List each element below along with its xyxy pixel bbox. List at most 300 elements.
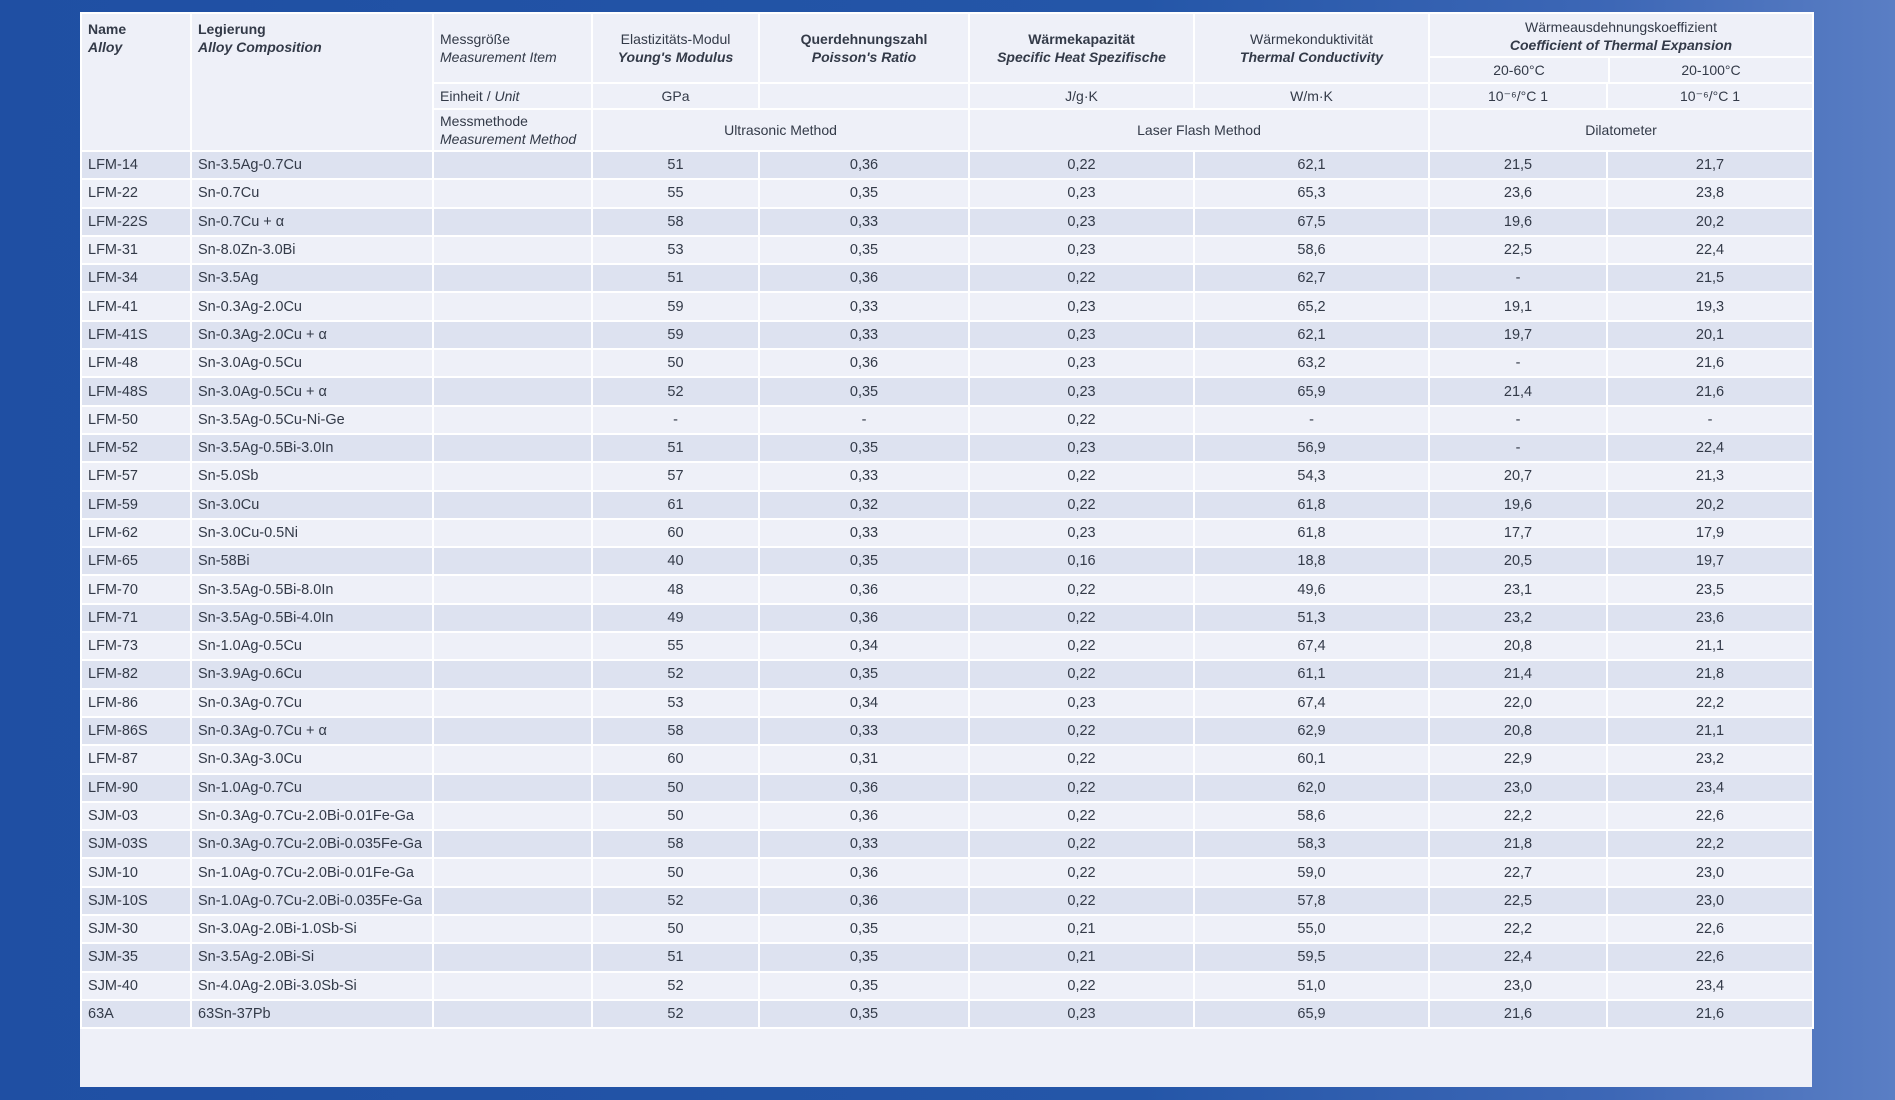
cell-alloy-name: LFM-87: [81, 745, 191, 773]
cell-youngs-modulus: 52: [592, 887, 759, 915]
unit-cte-2: 10⁻⁶/°C 1: [1607, 83, 1813, 109]
table-row: [81, 575, 1813, 603]
cell-alloy-name: SJM-03: [81, 802, 191, 830]
cell-youngs-modulus: 49: [592, 604, 759, 632]
cell-alloy-composition: Sn-3.0Ag-0.5Cu + α: [191, 377, 433, 405]
cell-thermal-conductivity: 58,6: [1194, 802, 1429, 830]
cell-youngs-modulus: 51: [592, 264, 759, 292]
cell-specific-heat: 0,21: [969, 943, 1194, 971]
cell-thermal-conductivity: 60,1: [1194, 745, 1429, 773]
cell-alloy-name: LFM-50: [81, 406, 191, 434]
cell-thermal-conductivity: 65,3: [1194, 179, 1429, 207]
cell-cte-20-60: 22,2: [1429, 802, 1607, 830]
cell-cte-20-60: 23,1: [1429, 575, 1607, 603]
cell-alloy-composition: 63Sn-37Pb: [191, 1000, 433, 1028]
cell-poisson-ratio: 0,35: [759, 972, 969, 1000]
cell-poisson-ratio: 0,36: [759, 858, 969, 886]
cell-specific-heat: 0,22: [969, 802, 1194, 830]
cell-thermal-conductivity: 65,9: [1194, 377, 1429, 405]
cell-cte-20-100: 22,6: [1607, 943, 1813, 971]
cell-specific-heat: 0,23: [969, 292, 1194, 320]
cell-specific-heat: 0,23: [969, 236, 1194, 264]
table-row: [81, 887, 1813, 915]
cell-poisson-ratio: 0,35: [759, 377, 969, 405]
table-row: [81, 915, 1813, 943]
cell-specific-heat: 0,23: [969, 349, 1194, 377]
cell-poisson-ratio: 0,32: [759, 491, 969, 519]
alloy-properties-table: [80, 12, 1814, 1029]
cell-cte-20-100: 21,6: [1607, 377, 1813, 405]
cell-alloy-name: LFM-31: [81, 236, 191, 264]
cell-cte-20-60: 21,8: [1429, 830, 1607, 858]
cell-thermal-conductivity: 62,1: [1194, 321, 1429, 349]
header-cte: [1429, 13, 1813, 83]
header-cte-ranges: [1430, 56, 1812, 82]
table-row: [81, 660, 1813, 688]
header-cte-range-2: 20-100°C: [1681, 62, 1741, 78]
cell-poisson-ratio: 0,35: [759, 943, 969, 971]
cell-cte-20-100: 17,9: [1607, 519, 1813, 547]
cell-cte-20-60: 22,4: [1429, 943, 1607, 971]
cell-specific-heat: 0,23: [969, 377, 1194, 405]
cell-poisson-ratio: 0,35: [759, 547, 969, 575]
cell-alloy-composition: Sn-0.3Ag-2.0Cu: [191, 292, 433, 320]
cell-thermal-conductivity: 51,3: [1194, 604, 1429, 632]
cell-poisson-ratio: 0,36: [759, 604, 969, 632]
header-measure-de: Messgröße: [440, 31, 511, 47]
cell-measurement-spacer: [433, 434, 592, 462]
header-method-label: [433, 109, 592, 151]
header-poisson-de: Querdehnungszahl: [800, 31, 928, 47]
cell-cte-20-60: 23,6: [1429, 179, 1607, 207]
cell-poisson-ratio: 0,36: [759, 575, 969, 603]
cell-cte-20-60: -: [1429, 434, 1607, 462]
cell-cte-20-60: 20,5: [1429, 547, 1607, 575]
cell-cte-20-60: 20,8: [1429, 717, 1607, 745]
table-row: [81, 943, 1813, 971]
cell-cte-20-100: 23,6: [1607, 604, 1813, 632]
cell-cte-20-100: 22,2: [1607, 830, 1813, 858]
cell-measurement-spacer: [433, 462, 592, 490]
table-body: [81, 151, 1813, 1028]
cell-cte-20-60: 20,8: [1429, 632, 1607, 660]
cell-cte-20-60: 23,0: [1429, 972, 1607, 1000]
cell-specific-heat: 0,22: [969, 462, 1194, 490]
cell-cte-20-60: -: [1429, 264, 1607, 292]
cell-specific-heat: 0,23: [969, 689, 1194, 717]
table-row: [81, 349, 1813, 377]
cell-poisson-ratio: 0,33: [759, 292, 969, 320]
header-unit-label-de: Einheit /: [440, 88, 495, 104]
header-youngs-en: Young's Modulus: [617, 49, 734, 65]
cell-cte-20-100: 23,4: [1607, 774, 1813, 802]
header-cte-de: Wärmeausdehnungskoeffizient: [1525, 19, 1717, 35]
method-dilatometer: Dilatometer: [1429, 109, 1813, 151]
cell-specific-heat: 0,21: [969, 915, 1194, 943]
cell-measurement-spacer: [433, 660, 592, 688]
cell-alloy-name: LFM-48: [81, 349, 191, 377]
cell-youngs-modulus: 52: [592, 377, 759, 405]
cell-youngs-modulus: 52: [592, 1000, 759, 1028]
cell-alloy-composition: Sn-0.3Ag-2.0Cu + α: [191, 321, 433, 349]
cell-measurement-spacer: [433, 774, 592, 802]
cell-alloy-name: LFM-22S: [81, 208, 191, 236]
cell-youngs-modulus: 58: [592, 717, 759, 745]
cell-specific-heat: 0,22: [969, 717, 1194, 745]
cell-specific-heat: 0,22: [969, 151, 1194, 179]
cell-specific-heat: 0,23: [969, 519, 1194, 547]
table-row: [81, 802, 1813, 830]
cell-alloy-composition: Sn-4.0Ag-2.0Bi-3.0Sb-Si: [191, 972, 433, 1000]
cell-youngs-modulus: 52: [592, 660, 759, 688]
cell-specific-heat: 0,23: [969, 321, 1194, 349]
cell-youngs-modulus: 40: [592, 547, 759, 575]
table-row: [81, 236, 1813, 264]
cell-youngs-modulus: 51: [592, 434, 759, 462]
cell-alloy-name: SJM-40: [81, 972, 191, 1000]
table-row: [81, 151, 1813, 179]
cell-poisson-ratio: 0,36: [759, 802, 969, 830]
cell-alloy-name: LFM-86: [81, 689, 191, 717]
cell-measurement-spacer: [433, 802, 592, 830]
cell-thermal-conductivity: 67,4: [1194, 689, 1429, 717]
cell-cte-20-100: 22,4: [1607, 236, 1813, 264]
cell-alloy-composition: Sn-3.0Cu-0.5Ni: [191, 519, 433, 547]
table-row: [81, 774, 1813, 802]
cell-youngs-modulus: 58: [592, 208, 759, 236]
header-alloy-de: Legierung: [198, 21, 266, 37]
table-row: [81, 972, 1813, 1000]
cell-alloy-name: LFM-48S: [81, 377, 191, 405]
cell-youngs-modulus: 60: [592, 519, 759, 547]
cell-poisson-ratio: 0,34: [759, 689, 969, 717]
cell-cte-20-60: 19,6: [1429, 208, 1607, 236]
cell-cte-20-100: 21,7: [1607, 151, 1813, 179]
table-row: [81, 745, 1813, 773]
cell-cte-20-100: 21,6: [1607, 1000, 1813, 1028]
cell-specific-heat: 0,23: [969, 179, 1194, 207]
cell-cte-20-100: 21,1: [1607, 717, 1813, 745]
cell-thermal-conductivity: 62,0: [1194, 774, 1429, 802]
table-row: [81, 179, 1813, 207]
cell-thermal-conductivity: 57,8: [1194, 887, 1429, 915]
cell-thermal-conductivity: 61,8: [1194, 519, 1429, 547]
cell-cte-20-100: -: [1607, 406, 1813, 434]
cell-youngs-modulus: 50: [592, 858, 759, 886]
cell-thermal-conductivity: 61,1: [1194, 660, 1429, 688]
cell-thermal-conductivity: 56,9: [1194, 434, 1429, 462]
cell-cte-20-60: 20,7: [1429, 462, 1607, 490]
cell-poisson-ratio: 0,33: [759, 830, 969, 858]
cell-measurement-spacer: [433, 632, 592, 660]
header-cte-en: Coefficient of Thermal Expansion: [1509, 37, 1733, 53]
cell-thermal-conductivity: 63,2: [1194, 349, 1429, 377]
cell-alloy-name: LFM-52: [81, 434, 191, 462]
cell-specific-heat: 0,22: [969, 604, 1194, 632]
cell-specific-heat: 0,22: [969, 745, 1194, 773]
cell-measurement-spacer: [433, 604, 592, 632]
table-row: [81, 462, 1813, 490]
cell-measurement-spacer: [433, 292, 592, 320]
cell-youngs-modulus: 51: [592, 943, 759, 971]
cell-alloy-name: LFM-73: [81, 632, 191, 660]
cell-poisson-ratio: 0,35: [759, 179, 969, 207]
cell-specific-heat: 0,22: [969, 491, 1194, 519]
table-row: [81, 858, 1813, 886]
method-laser-flash: Laser Flash Method: [969, 109, 1429, 151]
cell-youngs-modulus: -: [592, 406, 759, 434]
cell-alloy-name: LFM-41: [81, 292, 191, 320]
cell-specific-heat: 0,22: [969, 858, 1194, 886]
header-measure-en: Measurement Item: [440, 49, 557, 65]
header-poisson-en: Poisson's Ratio: [811, 49, 917, 65]
cell-alloy-composition: Sn-8.0Zn-3.0Bi: [191, 236, 433, 264]
cell-alloy-name: LFM-57: [81, 462, 191, 490]
table-row: [81, 377, 1813, 405]
cell-specific-heat: 0,22: [969, 972, 1194, 1000]
cell-youngs-modulus: 58: [592, 830, 759, 858]
cell-cte-20-100: 21,5: [1607, 264, 1813, 292]
cell-specific-heat: 0,22: [969, 406, 1194, 434]
header-youngs-de: Elastizitäts-Modul: [620, 31, 731, 47]
cell-cte-20-60: 21,5: [1429, 151, 1607, 179]
cell-poisson-ratio: 0,34: [759, 632, 969, 660]
cell-thermal-conductivity: 62,9: [1194, 717, 1429, 745]
cell-measurement-spacer: [433, 208, 592, 236]
cell-cte-20-100: 20,1: [1607, 321, 1813, 349]
cell-alloy-composition: Sn-1.0Ag-0.7Cu: [191, 774, 433, 802]
cell-measurement-spacer: [433, 547, 592, 575]
cell-alloy-composition: Sn-3.5Ag-0.7Cu: [191, 151, 433, 179]
cell-youngs-modulus: 61: [592, 491, 759, 519]
cell-youngs-modulus: 55: [592, 179, 759, 207]
cell-alloy-composition: Sn-0.7Cu: [191, 179, 433, 207]
cell-poisson-ratio: 0,31: [759, 745, 969, 773]
cell-cte-20-60: 21,6: [1429, 1000, 1607, 1028]
cell-measurement-spacer: [433, 179, 592, 207]
cell-measurement-spacer: [433, 321, 592, 349]
cell-youngs-modulus: 50: [592, 349, 759, 377]
cell-thermal-conductivity: 62,7: [1194, 264, 1429, 292]
cell-alloy-composition: Sn-1.0Ag-0.5Cu: [191, 632, 433, 660]
cell-cte-20-100: 23,8: [1607, 179, 1813, 207]
cell-alloy-name: LFM-65: [81, 547, 191, 575]
cell-cte-20-60: 19,6: [1429, 491, 1607, 519]
table-row: [81, 717, 1813, 745]
cell-thermal-conductivity: 59,0: [1194, 858, 1429, 886]
cell-measurement-spacer: [433, 887, 592, 915]
cell-alloy-composition: Sn-3.5Ag-0.5Cu-Ni-Ge: [191, 406, 433, 434]
cell-cte-20-100: 23,2: [1607, 745, 1813, 773]
cell-youngs-modulus: 50: [592, 915, 759, 943]
header-unit-label-en: Unit: [494, 88, 520, 104]
cell-thermal-conductivity: 62,1: [1194, 151, 1429, 179]
cell-cte-20-100: 22,2: [1607, 689, 1813, 717]
cell-measurement-spacer: [433, 264, 592, 292]
cell-cte-20-100: 19,7: [1607, 547, 1813, 575]
header-heat-en: Specific Heat Spezifische: [997, 49, 1166, 65]
cell-alloy-name: SJM-30: [81, 915, 191, 943]
header-name-en: Alloy: [88, 39, 123, 55]
cell-poisson-ratio: 0,33: [759, 208, 969, 236]
cell-youngs-modulus: 51: [592, 151, 759, 179]
header-alloy: [191, 13, 433, 151]
cell-alloy-name: LFM-62: [81, 519, 191, 547]
cell-poisson-ratio: 0,33: [759, 519, 969, 547]
header-method-de: Messmethode: [440, 113, 528, 129]
cell-measurement-spacer: [433, 377, 592, 405]
cell-cte-20-100: 19,3: [1607, 292, 1813, 320]
cell-alloy-composition: Sn-58Bi: [191, 547, 433, 575]
cell-measurement-spacer: [433, 519, 592, 547]
cell-specific-heat: 0,22: [969, 830, 1194, 858]
cell-cte-20-60: -: [1429, 406, 1607, 434]
cell-alloy-composition: Sn-3.5Ag-2.0Bi-Si: [191, 943, 433, 971]
cell-cte-20-60: 22,5: [1429, 887, 1607, 915]
cell-measurement-spacer: [433, 858, 592, 886]
cell-thermal-conductivity: 65,2: [1194, 292, 1429, 320]
table-row: [81, 632, 1813, 660]
cell-poisson-ratio: 0,36: [759, 887, 969, 915]
cell-cte-20-60: 22,5: [1429, 236, 1607, 264]
cell-specific-heat: 0,22: [969, 632, 1194, 660]
cell-specific-heat: 0,22: [969, 774, 1194, 802]
cell-poisson-ratio: 0,36: [759, 349, 969, 377]
cell-alloy-name: SJM-10: [81, 858, 191, 886]
table-row: [81, 519, 1813, 547]
cell-alloy-composition: Sn-3.5Ag-0.5Bi-4.0In: [191, 604, 433, 632]
method-ultrasonic: Ultrasonic Method: [592, 109, 969, 151]
cell-measurement-spacer: [433, 972, 592, 1000]
table-row: [81, 208, 1813, 236]
cell-youngs-modulus: 53: [592, 689, 759, 717]
cell-cte-20-100: 22,6: [1607, 802, 1813, 830]
cell-cte-20-60: 21,4: [1429, 660, 1607, 688]
cell-cte-20-100: 20,2: [1607, 208, 1813, 236]
cell-youngs-modulus: 52: [592, 972, 759, 1000]
cell-alloy-composition: Sn-0.3Ag-0.7Cu + α: [191, 717, 433, 745]
table-row: [81, 321, 1813, 349]
header-conductivity: [1194, 13, 1429, 83]
cell-alloy-name: SJM-35: [81, 943, 191, 971]
cell-cte-20-60: 23,2: [1429, 604, 1607, 632]
cell-youngs-modulus: 48: [592, 575, 759, 603]
cell-cte-20-60: 22,7: [1429, 858, 1607, 886]
cell-alloy-composition: Sn-0.3Ag-0.7Cu-2.0Bi-0.01Fe-Ga: [191, 802, 433, 830]
header-poisson: [759, 13, 969, 83]
cell-youngs-modulus: 53: [592, 236, 759, 264]
cell-alloy-composition: Sn-1.0Ag-0.7Cu-2.0Bi-0.01Fe-Ga: [191, 858, 433, 886]
cell-specific-heat: 0,23: [969, 1000, 1194, 1028]
cell-alloy-name: LFM-34: [81, 264, 191, 292]
cell-thermal-conductivity: 49,6: [1194, 575, 1429, 603]
cell-cte-20-60: 19,7: [1429, 321, 1607, 349]
cell-poisson-ratio: 0,35: [759, 434, 969, 462]
cell-measurement-spacer: [433, 349, 592, 377]
cell-poisson-ratio: 0,35: [759, 236, 969, 264]
cell-alloy-composition: Sn-0.3Ag-0.7Cu: [191, 689, 433, 717]
cell-alloy-name: LFM-90: [81, 774, 191, 802]
cell-alloy-name: SJM-03S: [81, 830, 191, 858]
cell-alloy-composition: Sn-3.0Ag-0.5Cu: [191, 349, 433, 377]
cell-measurement-spacer: [433, 745, 592, 773]
cell-alloy-composition: Sn-3.5Ag: [191, 264, 433, 292]
unit-conductivity: W/m·K: [1194, 83, 1429, 109]
cell-alloy-name: LFM-71: [81, 604, 191, 632]
cell-cte-20-100: 21,8: [1607, 660, 1813, 688]
cell-poisson-ratio: 0,35: [759, 1000, 969, 1028]
cell-poisson-ratio: -: [759, 406, 969, 434]
cell-cte-20-100: 22,6: [1607, 915, 1813, 943]
header-cond-de: Wärmekonduktivität: [1250, 31, 1373, 47]
cell-measurement-spacer: [433, 406, 592, 434]
cell-measurement-spacer: [433, 915, 592, 943]
table-row: [81, 604, 1813, 632]
cell-alloy-name: LFM-86S: [81, 717, 191, 745]
table-row: [81, 491, 1813, 519]
cell-alloy-name: LFM-82: [81, 660, 191, 688]
cell-specific-heat: 0,22: [969, 660, 1194, 688]
cell-poisson-ratio: 0,36: [759, 264, 969, 292]
cell-measurement-spacer: [433, 575, 592, 603]
cell-poisson-ratio: 0,33: [759, 717, 969, 745]
cell-cte-20-60: 17,7: [1429, 519, 1607, 547]
cell-youngs-modulus: 59: [592, 321, 759, 349]
cell-cte-20-100: 21,1: [1607, 632, 1813, 660]
cell-measurement-spacer: [433, 491, 592, 519]
unit-cte-1: 10⁻⁶/°C 1: [1429, 83, 1607, 109]
cell-youngs-modulus: 57: [592, 462, 759, 490]
cell-thermal-conductivity: 67,5: [1194, 208, 1429, 236]
cell-measurement-spacer: [433, 1000, 592, 1028]
unit-poisson: [759, 83, 969, 109]
cell-measurement-spacer: [433, 830, 592, 858]
alloy-properties-table-panel: [80, 12, 1812, 1087]
table-row: [81, 547, 1813, 575]
cell-thermal-conductivity: 59,5: [1194, 943, 1429, 971]
cell-cte-20-100: 23,5: [1607, 575, 1813, 603]
cell-thermal-conductivity: 55,0: [1194, 915, 1429, 943]
cell-alloy-composition: Sn-3.9Ag-0.6Cu: [191, 660, 433, 688]
table-row: [81, 406, 1813, 434]
cell-measurement-spacer: [433, 236, 592, 264]
cell-alloy-composition: Sn-3.5Ag-0.5Bi-3.0In: [191, 434, 433, 462]
cell-thermal-conductivity: 58,6: [1194, 236, 1429, 264]
cell-cte-20-100: 23,0: [1607, 858, 1813, 886]
cell-thermal-conductivity: 58,3: [1194, 830, 1429, 858]
cell-measurement-spacer: [433, 717, 592, 745]
cell-alloy-composition: Sn-0.3Ag-0.7Cu-2.0Bi-0.035Fe-Ga: [191, 830, 433, 858]
table-row: [81, 830, 1813, 858]
header-heat: [969, 13, 1194, 83]
table-row: [81, 434, 1813, 462]
cell-cte-20-60: 22,9: [1429, 745, 1607, 773]
table-row: [81, 264, 1813, 292]
header-method-en: Measurement Method: [440, 131, 577, 147]
cell-poisson-ratio: 0,33: [759, 462, 969, 490]
cell-alloy-composition: Sn-3.0Ag-2.0Bi-1.0Sb-Si: [191, 915, 433, 943]
header-alloy-en: Alloy Composition: [198, 39, 322, 55]
cell-poisson-ratio: 0,35: [759, 915, 969, 943]
cell-thermal-conductivity: 18,8: [1194, 547, 1429, 575]
cell-specific-heat: 0,23: [969, 208, 1194, 236]
cell-cte-20-100: 23,4: [1607, 972, 1813, 1000]
cell-specific-heat: 0,23: [969, 434, 1194, 462]
table-row: [81, 689, 1813, 717]
cell-alloy-composition: Sn-3.5Ag-0.5Bi-8.0In: [191, 575, 433, 603]
cell-thermal-conductivity: 54,3: [1194, 462, 1429, 490]
header-measure: [433, 13, 592, 83]
